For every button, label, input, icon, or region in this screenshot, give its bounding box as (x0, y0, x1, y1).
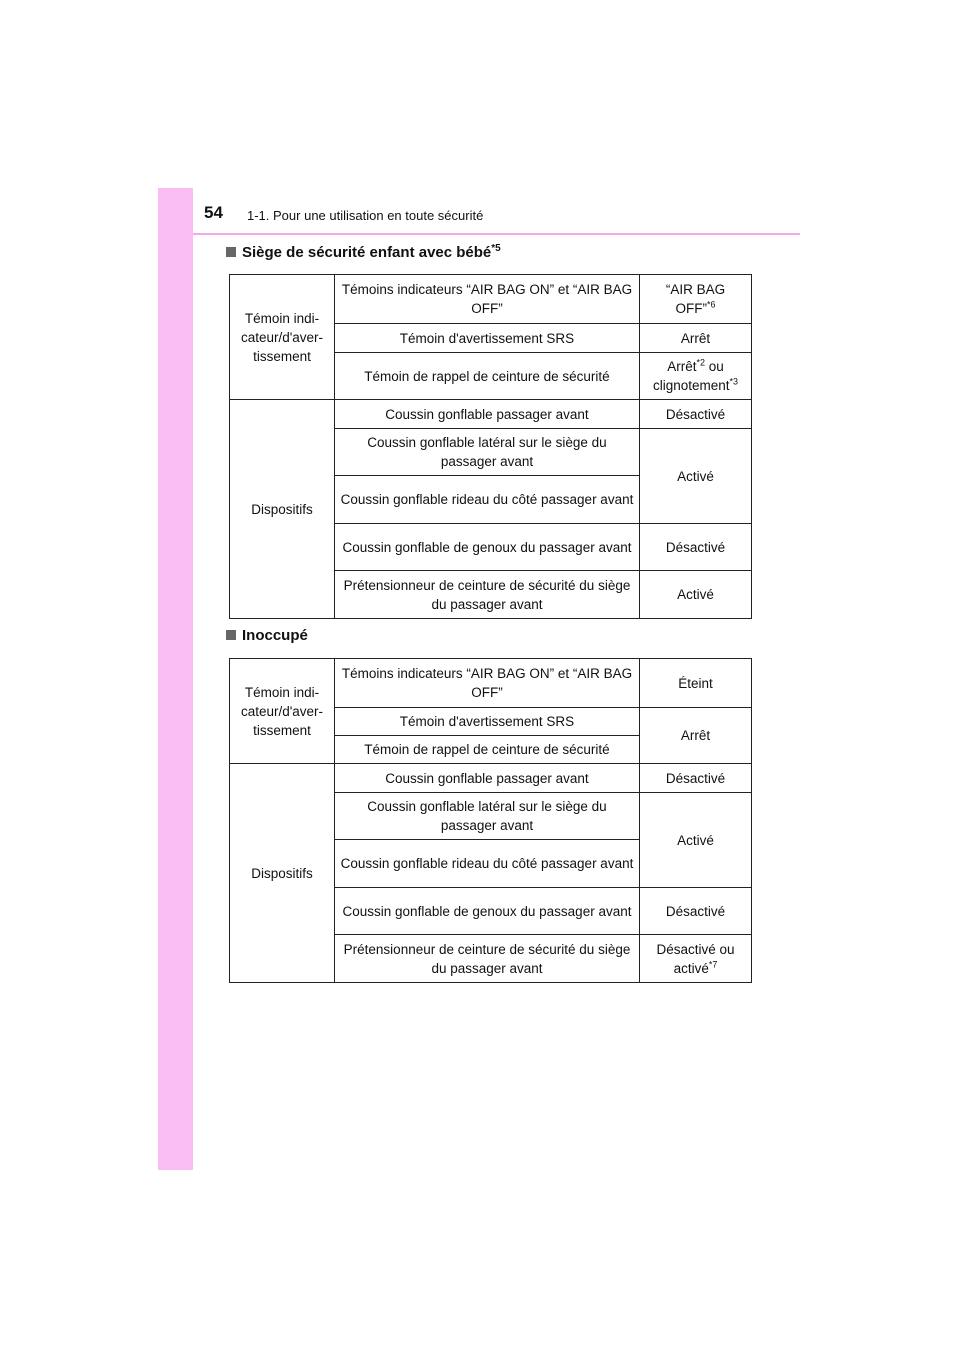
row-value: Désactivé (640, 888, 752, 935)
indicator-group-label: Témoin indi-cateur/d'aver-tissement (230, 659, 335, 764)
bullet-square-icon (226, 630, 236, 640)
row-label: Témoin d'avertissement SRS (335, 708, 640, 736)
row-value: Arrêt (640, 708, 752, 764)
table-row (230, 400, 752, 429)
row-label: Coussin gonflable latéral sur le siège du passager avant (335, 429, 640, 476)
unoccupied-table (229, 658, 752, 983)
infant-seat-table (229, 274, 752, 619)
row-value: Activé (640, 571, 752, 619)
section-heading-infant-seat: Siège de sécurité enfant avec bébé$^{*5}$ (226, 243, 501, 261)
row-label: Témoin de rappel de ceinture de sécurité (335, 736, 640, 764)
row-value: “AIR BAG OFF”$^{*6}$ (640, 275, 752, 324)
row-label: Coussin gonflable passager avant (335, 764, 640, 793)
row-label: Coussin gonflable de genoux du passager avant (335, 524, 640, 571)
row-value: Arrêt (640, 324, 752, 353)
row-value: Désactivé (640, 524, 752, 571)
row-value: Désactivé (640, 400, 752, 429)
footnote-ref: *5 (491, 243, 501, 254)
row-label: Témoins indicateurs “AIR BAG ON” et “AIR BAG OFF” (335, 275, 640, 324)
row-value: Désactivé (640, 764, 752, 793)
row-value: Activé (640, 793, 752, 888)
row-value: Désactivé ou activé$^{*7}$ (640, 935, 752, 983)
chapter-title: 1-1. Pour une utilisation en toute sécurité (247, 208, 484, 223)
table-row (230, 764, 752, 793)
devices-group-label: Dispositifs (230, 764, 335, 983)
row-label: Coussin gonflable rideau du côté passager avant (335, 476, 640, 524)
row-label: Prétensionneur de ceinture de sécurité du siège du passager avant (335, 571, 640, 619)
table-row (230, 659, 752, 708)
indicator-group-label: Témoin indi-cateur/d'aver-tissement (230, 275, 335, 400)
page-number: 54 (204, 203, 223, 222)
row-label: Coussin gonflable rideau du côté passager avant (335, 840, 640, 888)
row-value: Arrêt$^{*2}$ ou clignotement$^{*3}$ (640, 353, 752, 400)
footnote-ref: *3 (729, 376, 739, 387)
footnote-ref: *2 (696, 357, 705, 368)
row-label: Témoin de rappel de ceinture de sécurité (335, 353, 640, 400)
footnote-ref: *6 (706, 299, 716, 310)
section-heading-unoccupied: Inoccupé (226, 627, 308, 644)
row-value: Éteint (640, 659, 752, 708)
row-label: Coussin gonflable passager avant (335, 400, 640, 429)
bullet-square-icon (226, 247, 236, 257)
row-label: Prétensionneur de ceinture de sécurité du siège du passager avant (335, 935, 640, 983)
row-label: Coussin gonflable de genoux du passager avant (335, 888, 640, 935)
row-label: Coussin gonflable latéral sur le siège du passager avant (335, 793, 640, 840)
chapter-sidebar-tab (158, 188, 193, 1170)
row-label: Témoins indicateurs “AIR BAG ON” et “AIR BAG OFF” (335, 659, 640, 708)
row-label: Témoin d'avertissement SRS (335, 324, 640, 353)
row-value: Activé (640, 429, 752, 524)
header-rule (193, 233, 800, 235)
footnote-ref: *7 (708, 959, 718, 969)
devices-group-label: Dispositifs (230, 400, 335, 619)
table-row (230, 275, 752, 324)
